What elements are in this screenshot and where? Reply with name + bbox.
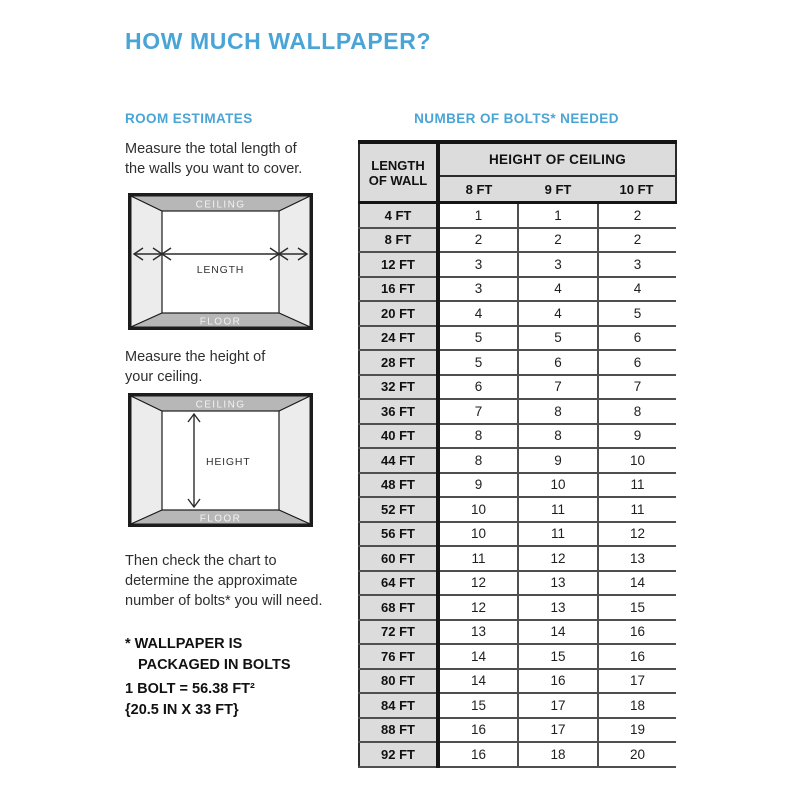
bolt-count-cell: 5 xyxy=(598,301,676,326)
bolt-count-cell: 11 xyxy=(598,473,676,498)
bolt-size-spec xyxy=(125,679,255,721)
wall-length-cell: 88 FT xyxy=(359,718,438,743)
bolt-count-cell: 15 xyxy=(518,644,598,669)
text-line: LENGTH xyxy=(371,157,425,173)
bolt-count-cell: 12 xyxy=(518,546,598,571)
bolt-count-cell: 16 xyxy=(598,644,676,669)
table-row xyxy=(359,644,676,669)
wall-length-cell: 28 FT xyxy=(359,350,438,375)
bolt-count-cell: 2 xyxy=(518,228,598,253)
text-line: Measure the height of xyxy=(125,349,266,365)
table-row xyxy=(359,522,676,547)
wall-length-cell: 24 FT xyxy=(359,326,438,351)
table-row xyxy=(359,228,676,253)
bolt-count-cell: 4 xyxy=(518,277,598,302)
bolt-count-cell: 3 xyxy=(438,252,518,277)
wall-length-cell: 16 FT xyxy=(359,277,438,302)
bolt-count-cell: 11 xyxy=(598,497,676,522)
wall-length-cell: 4 FT xyxy=(359,203,438,228)
wall-length-cell: 92 FT xyxy=(359,742,438,767)
bolt-count-cell: 19 xyxy=(598,718,676,743)
ceiling-label: CEILING xyxy=(195,199,246,211)
text-line: your ceiling. xyxy=(125,369,203,385)
bolt-count-cell: 10 xyxy=(518,473,598,498)
wall-length-cell: 12 FT xyxy=(359,252,438,277)
bolt-count-cell: 14 xyxy=(438,644,518,669)
bolt-count-cell: 4 xyxy=(598,277,676,302)
bolt-count-cell: 4 xyxy=(518,301,598,326)
bolt-count-cell: 18 xyxy=(518,742,598,767)
instruction-measure-height xyxy=(125,347,265,387)
wall-length-cell: 44 FT xyxy=(359,448,438,473)
wall-length-cell: 64 FT xyxy=(359,571,438,596)
bolt-count-cell: 5 xyxy=(438,326,518,351)
bolt-count-cell: 15 xyxy=(438,693,518,718)
column-header-8ft: 8 FT xyxy=(438,176,518,203)
bolt-count-cell: 15 xyxy=(598,595,676,620)
bolt-count-cell: 2 xyxy=(598,203,676,228)
bolt-count-cell: 14 xyxy=(438,669,518,694)
bolt-count-cell: 20 xyxy=(598,742,676,767)
wall-length-cell: 72 FT xyxy=(359,620,438,645)
table-row xyxy=(359,669,676,694)
bolt-count-cell: 3 xyxy=(598,252,676,277)
text-line: * WALLPAPER IS xyxy=(125,636,243,652)
table-row xyxy=(359,326,676,351)
table-row xyxy=(359,399,676,424)
text-line: determine the approximate xyxy=(125,573,298,589)
wall-length-cell: 36 FT xyxy=(359,399,438,424)
bolt-count-cell: 17 xyxy=(518,718,598,743)
bolt-count-cell: 7 xyxy=(518,375,598,400)
wall-length-cell: 76 FT xyxy=(359,644,438,669)
bolt-count-cell: 8 xyxy=(598,399,676,424)
bolts-table-body xyxy=(359,203,676,767)
bolt-count-cell: 5 xyxy=(518,326,598,351)
bolt-count-cell: 16 xyxy=(598,620,676,645)
length-of-wall-header xyxy=(359,142,438,203)
text-line: OF WALL xyxy=(368,172,428,188)
room-height-diagram xyxy=(128,393,313,527)
bolt-count-cell: 14 xyxy=(598,571,676,596)
table-row xyxy=(359,571,676,596)
bolt-count-cell: 9 xyxy=(438,473,518,498)
back-wall xyxy=(162,211,279,313)
bolt-count-cell: 7 xyxy=(598,375,676,400)
bolt-count-cell: 13 xyxy=(518,595,598,620)
height-of-ceiling-header: HEIGHT OF CEILING xyxy=(438,142,676,176)
table-header-row xyxy=(359,142,676,176)
bolt-count-cell: 17 xyxy=(518,693,598,718)
bolt-count-cell: 13 xyxy=(438,620,518,645)
bolt-count-cell: 9 xyxy=(518,448,598,473)
text-line: number of bolts* you will need. xyxy=(125,593,323,609)
bolt-count-cell: 4 xyxy=(438,301,518,326)
table-row xyxy=(359,252,676,277)
bolt-count-cell: 11 xyxy=(518,522,598,547)
bolt-count-cell: 18 xyxy=(598,693,676,718)
bolt-count-cell: 6 xyxy=(598,326,676,351)
bolts-table-heading: NUMBER OF BOLTS* NEEDED xyxy=(414,111,619,126)
table-row xyxy=(359,350,676,375)
wall-length-cell: 60 FT xyxy=(359,546,438,571)
bolt-count-cell: 3 xyxy=(518,252,598,277)
text-line: Measure the total length of xyxy=(125,141,297,157)
bolt-count-cell: 6 xyxy=(598,350,676,375)
bolt-count-cell: 16 xyxy=(438,718,518,743)
bolts-table xyxy=(358,140,677,768)
wall-length-cell: 68 FT xyxy=(359,595,438,620)
column-header-9ft: 9 FT xyxy=(518,176,598,203)
table-row xyxy=(359,620,676,645)
bolt-count-cell: 7 xyxy=(438,399,518,424)
wall-length-cell: 52 FT xyxy=(359,497,438,522)
table-row xyxy=(359,277,676,302)
bolt-count-cell: 9 xyxy=(598,424,676,449)
table-row xyxy=(359,301,676,326)
bolt-count-cell: 12 xyxy=(438,595,518,620)
table-row xyxy=(359,742,676,767)
bolt-count-cell: 10 xyxy=(598,448,676,473)
table-row xyxy=(359,424,676,449)
bolt-count-cell: 6 xyxy=(438,375,518,400)
column-header-10ft: 10 FT xyxy=(598,176,676,203)
table-row xyxy=(359,546,676,571)
bolt-count-cell: 14 xyxy=(518,620,598,645)
room-estimates-heading: ROOM ESTIMATES xyxy=(125,111,253,126)
wall-length-cell: 84 FT xyxy=(359,693,438,718)
ceiling-label: CEILING xyxy=(195,399,246,411)
floor-label: FLOOR xyxy=(199,316,242,328)
bolt-count-cell: 11 xyxy=(518,497,598,522)
bolt-count-cell: 2 xyxy=(438,228,518,253)
table-row xyxy=(359,595,676,620)
bolt-count-cell: 2 xyxy=(598,228,676,253)
table-row xyxy=(359,473,676,498)
table-row xyxy=(359,718,676,743)
bolt-count-cell: 6 xyxy=(518,350,598,375)
table-row xyxy=(359,497,676,522)
bolt-count-cell: 8 xyxy=(438,424,518,449)
bolt-count-cell: 8 xyxy=(518,399,598,424)
left-wall xyxy=(131,196,162,327)
wall-length-cell: 48 FT xyxy=(359,473,438,498)
text-line: PACKAGED IN BOLTS xyxy=(138,657,291,673)
wall-length-cell: 40 FT xyxy=(359,424,438,449)
page-title: HOW MUCH WALLPAPER? xyxy=(125,28,432,54)
wall-length-cell: 56 FT xyxy=(359,522,438,547)
wall-length-cell: 8 FT xyxy=(359,228,438,253)
wall-length-cell: 80 FT xyxy=(359,669,438,694)
bolt-count-cell: 8 xyxy=(518,424,598,449)
wallpaper-bolts-footnote xyxy=(125,634,291,676)
wall-length-cell: 32 FT xyxy=(359,375,438,400)
right-wall xyxy=(279,396,310,524)
bolt-count-cell: 12 xyxy=(598,522,676,547)
bolt-count-cell: 1 xyxy=(518,203,598,228)
bolt-count-cell: 16 xyxy=(518,669,598,694)
table-row xyxy=(359,375,676,400)
bolt-count-cell: 1 xyxy=(438,203,518,228)
floor-label: FLOOR xyxy=(199,513,242,525)
text-line: 1 BOLT = 56.38 FT² xyxy=(125,681,255,697)
room-length-diagram xyxy=(128,193,313,330)
text-line: Then check the chart to xyxy=(125,553,277,569)
text-line: the walls you want to cover. xyxy=(125,161,303,177)
instruction-measure-length xyxy=(125,139,302,179)
bolt-count-cell: 5 xyxy=(438,350,518,375)
length-label: LENGTH xyxy=(196,264,245,276)
bolt-count-cell: 8 xyxy=(438,448,518,473)
bolt-count-cell: 17 xyxy=(598,669,676,694)
wall-length-cell: 20 FT xyxy=(359,301,438,326)
bolt-count-cell: 13 xyxy=(598,546,676,571)
bolt-count-cell: 10 xyxy=(438,497,518,522)
table-row xyxy=(359,693,676,718)
table-row xyxy=(359,448,676,473)
text-line: {20.5 IN X 33 FT} xyxy=(125,702,239,718)
bolt-count-cell: 11 xyxy=(438,546,518,571)
right-wall xyxy=(279,196,310,327)
height-label: HEIGHT xyxy=(206,456,251,468)
bolt-count-cell: 10 xyxy=(438,522,518,547)
bolt-count-cell: 12 xyxy=(438,571,518,596)
instruction-check-chart xyxy=(125,551,322,611)
table-row xyxy=(359,203,676,228)
bolt-count-cell: 3 xyxy=(438,277,518,302)
bolt-count-cell: 13 xyxy=(518,571,598,596)
left-wall xyxy=(131,396,162,524)
bolt-count-cell: 16 xyxy=(438,742,518,767)
